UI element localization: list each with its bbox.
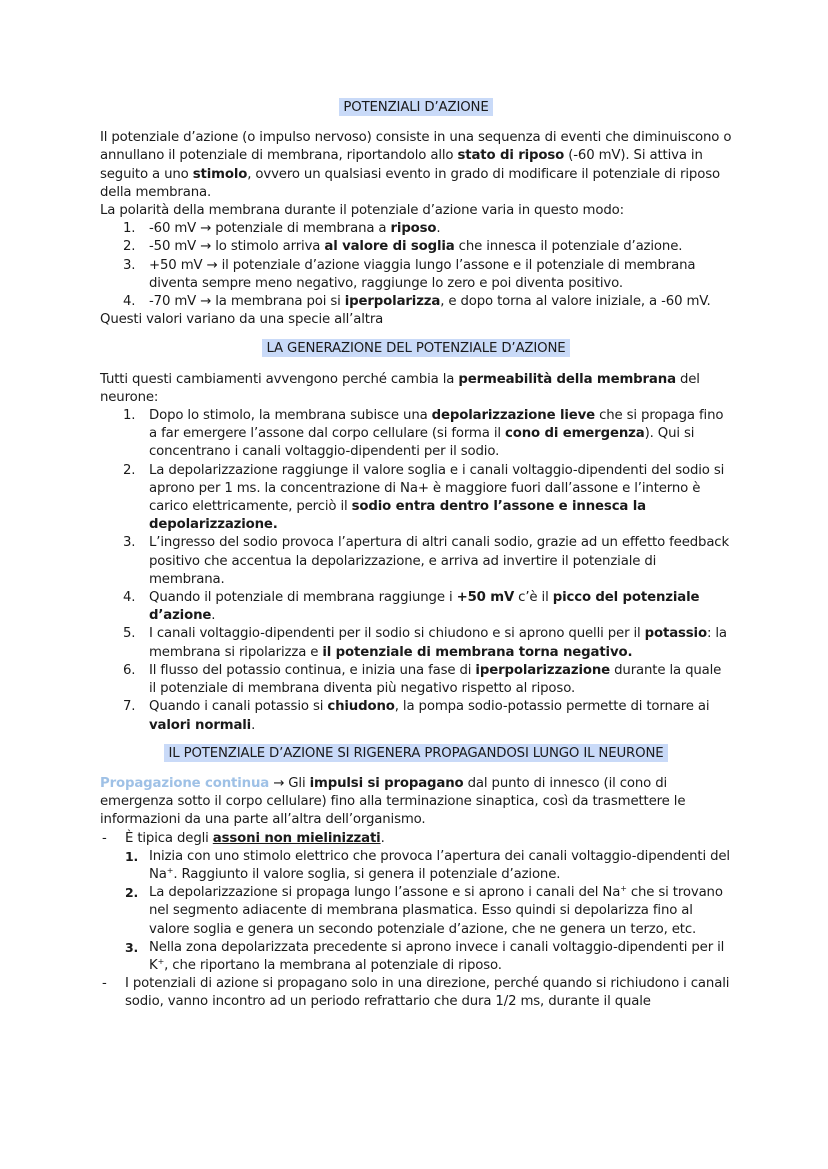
list-number: 3. xyxy=(123,535,136,551)
propagation-paragraph xyxy=(100,775,732,830)
item-text: Quando i canali potassio si xyxy=(149,699,328,715)
generation-intro xyxy=(100,371,732,407)
item-bold: depolarizzazione lieve xyxy=(431,408,596,424)
generation-item-5 xyxy=(100,625,732,661)
item-bold: +50 mV xyxy=(456,590,515,606)
prop-text-1: → Gli xyxy=(269,775,310,791)
item-bold: il potenziale di membrana torna negativo. xyxy=(322,644,633,660)
propagation-step-1 xyxy=(100,848,732,884)
item-text: La depolarizzazione raggiunge il valore soglia e i canali voltaggio-dipendenti del sodio si aprono per 1 ms. la concentrazione di Na+ è maggiore fuori dall’assone e l’interno è carico elettricamente, perciò il xyxy=(149,462,725,515)
polarity-item-2 xyxy=(100,238,732,256)
item-bold: al valore di soglia xyxy=(324,239,455,255)
list-number: 1. xyxy=(123,408,136,424)
generation-item-6 xyxy=(100,662,732,698)
item-text: , che riportano la membrana al potenziale di riposo. xyxy=(164,957,502,973)
item-bold: riposo xyxy=(390,221,437,237)
item-text: La depolarizzazione si propaga lungo l’assone e si aprono i canali del Na xyxy=(149,885,621,901)
propagation-steps xyxy=(100,848,732,975)
polarity-line: La polarità della membrana durante il potenziale d’azione varia in questo modo: xyxy=(100,203,624,219)
item-bold: iperpolarizzazione xyxy=(475,662,611,678)
item-bold: sodio entra dentro l’assone e innesca la depolarizzazione. xyxy=(149,499,646,533)
item-text: , e dopo torna al valore iniziale, a -60 mV. xyxy=(440,294,711,310)
list-number: 1. xyxy=(125,848,139,864)
prop-bold: impulsi si propagano xyxy=(309,775,464,791)
item-text: I potenziali di azione si propagano solo in una direzione, perché quando si richiudono i canali sodio, vanno incontro ad un periodo refrattario che dura 1/2 ms, durante il quale xyxy=(125,976,730,1010)
gen-intro-text-2: del neurone: xyxy=(100,371,700,405)
item-bold: potassio xyxy=(644,626,707,642)
heading-2-wrap xyxy=(100,339,732,358)
list-number: 4. xyxy=(123,294,136,310)
item-text: Dopo lo stimolo, la membrana subisce una xyxy=(149,408,432,424)
item-text: -50 mV → lo stimolo arriva xyxy=(149,239,325,255)
item-text: -70 mV → la membrana poi si xyxy=(149,294,345,310)
prop-text-2: dal punto di innesco (il cono di emergenza sotto il corpo cellulare) fino alla terminazione sinaptica, così da trasmettere le informazioni da una parte all’altra dell’organismo. xyxy=(100,775,686,828)
dash-mark: - xyxy=(102,976,107,992)
list-number: 6. xyxy=(123,662,136,678)
item-bold: chiudono xyxy=(327,699,395,715)
generation-item-4 xyxy=(100,589,732,625)
item-sup: + xyxy=(157,956,165,966)
item-bold: iperpolarizza xyxy=(344,294,441,310)
intro-bold-stimolo: stimolo xyxy=(192,166,248,182)
dash-item-1 xyxy=(100,830,732,848)
heading-1-wrap xyxy=(100,98,732,117)
polarity-item-3 xyxy=(100,257,732,293)
item-text: che innesca il potenziale d’azione. xyxy=(454,239,683,255)
generation-item-1 xyxy=(100,407,732,462)
list-number: 7. xyxy=(123,699,136,715)
list-number: 2. xyxy=(125,885,139,901)
heading-potenziali-azione: POTENZIALI D’AZIONE xyxy=(339,98,492,116)
item-text: . Raggiunto il valore soglia, si genera il potenziale d’azione. xyxy=(173,866,561,882)
item-text: c’è il xyxy=(514,590,553,606)
list-number: 1. xyxy=(123,221,136,237)
polarity-item-4 xyxy=(100,293,732,311)
generation-item-3 xyxy=(100,534,732,589)
item-text: -60 mV → potenziale di membrana a xyxy=(149,221,391,237)
item-text: ). Qui si concentrano i canali voltaggio-dipendenti per il sodio. xyxy=(149,426,695,460)
intro-paragraph xyxy=(100,129,732,202)
heading-generazione: LA GENERAZIONE DEL POTENZIALE D’AZIONE xyxy=(262,339,569,357)
intro-bold-stato-riposo: stato di riposo xyxy=(457,148,565,164)
dash-list-2 xyxy=(100,975,732,1011)
species-line: Questi valori variano da una specie all’altra xyxy=(100,312,384,328)
item-bold: picco del potenziale d’azione xyxy=(149,590,700,624)
item-text: Inizia con uno stimolo elettrico che provoca l’apertura dei canali voltaggio-dipendenti del Na xyxy=(149,848,730,882)
list-number: 3. xyxy=(125,939,139,955)
item-text: durante la quale il potenziale di membrana diventa più negativo rispetto al riposo. xyxy=(149,662,722,697)
dash-item-2 xyxy=(100,975,732,1011)
item-text: che si trovano nel segmento adiacente di membrana plasmatica. Esso quindi si depolarizza fino al valore soglia e genera un secondo potenziale d’azione, che ne genera un terzo, etc. xyxy=(149,885,723,937)
item-text: Quando il potenziale di membrana raggiunge i xyxy=(149,590,457,606)
propagation-label: Propagazione continua xyxy=(100,775,270,791)
intro-text-2: (-60 mV). Si attiva in seguito a uno xyxy=(100,148,703,182)
intro-text-1: Il potenziale d’azione (o impulso nervoso) consiste in una sequenza di eventi che diminuiscono o annullano il potenziale di membrana, riportandolo allo xyxy=(100,130,732,164)
item-bold: cono di emergenza xyxy=(504,426,645,442)
generation-item-7 xyxy=(100,698,732,734)
propagation-step-2 xyxy=(100,884,732,939)
list-number: 3. xyxy=(123,257,136,273)
item-text: Nella zona depolarizzata precedente si aprono invece i canali voltaggio-dipendenti per il K xyxy=(149,939,725,973)
generation-item-2 xyxy=(100,462,732,535)
item-text: . xyxy=(211,608,216,624)
item-text: : la membrana si ripolarizza e xyxy=(149,626,727,660)
item-text: . xyxy=(380,830,385,846)
item-bold-underline: assoni non mielinizzati xyxy=(212,830,381,846)
list-number: 2. xyxy=(123,462,136,478)
gen-intro-text-1: Tutti questi cambiamenti avvengono perché cambia la xyxy=(100,371,459,387)
list-number: 4. xyxy=(123,590,136,606)
dash-mark: - xyxy=(102,830,107,846)
item-text: I canali voltaggio-dipendenti per il sodio si chiudono e si aprono quelli per il xyxy=(149,626,645,642)
item-text: che si propaga fino a far emergere l’assone dal corpo cellulare (si forma il xyxy=(149,408,724,442)
list-number: 2. xyxy=(123,239,136,255)
item-text: L’ingresso del sodio provoca l’apertura di altri canali sodio, grazie ad un effetto feedback positivo che accentua la depolarizzazione, e arriva ad invertire il potenziale di membrana. xyxy=(149,535,730,587)
item-sup: + xyxy=(166,865,174,875)
item-text: , la pompa sodio-potassio permette di tornare ai xyxy=(394,699,710,715)
dash-list-1 xyxy=(100,830,732,848)
polarity-item-1 xyxy=(100,220,732,238)
item-text: +50 mV → il potenziale d’azione viaggia lungo l’assone e il potenziale di membrana diventa sempre meno negativo, raggiunge lo zero e poi diventa positivo. xyxy=(149,257,696,291)
generation-list xyxy=(100,407,732,735)
intro-text-3: , ovvero un qualsiasi evento in grado di modificare il potenziale di riposo della membrana. xyxy=(100,166,720,200)
polarity-list xyxy=(100,220,732,311)
item-bold: valori normali xyxy=(149,717,252,733)
item-sup: + xyxy=(620,884,627,894)
item-text: È tipica degli xyxy=(125,830,213,846)
item-text: . xyxy=(436,221,441,237)
heading-rigenera: IL POTENZIALE D’AZIONE SI RIGENERA PROPAGANDOSI LUNGO IL NEURONE xyxy=(164,744,667,762)
item-text: Il flusso del potassio continua, e inizia una fase di xyxy=(149,662,476,678)
list-number: 5. xyxy=(123,626,136,642)
heading-3-wrap xyxy=(100,744,732,763)
propagation-step-3 xyxy=(100,939,732,975)
gen-intro-bold: permeabilità della membrana xyxy=(458,371,676,387)
item-text: . xyxy=(251,717,256,733)
